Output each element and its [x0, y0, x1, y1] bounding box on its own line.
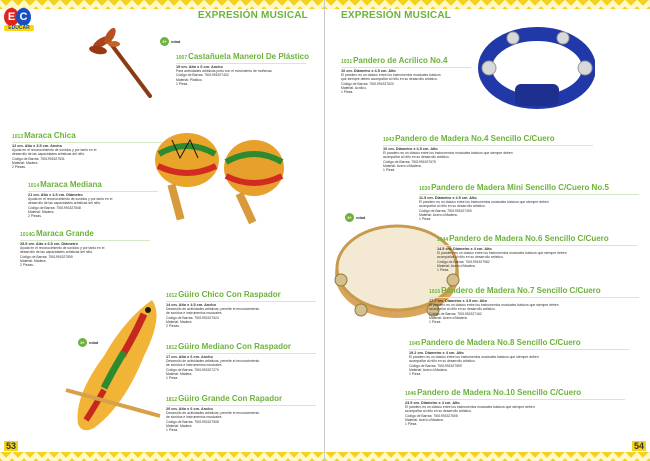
- product-detail: Código de Barras: 7501991527402: [176, 73, 229, 78]
- product-entry: [166, 290, 316, 328]
- product-entry: [405, 388, 645, 426]
- product-detail: Para actividades artísticas junto con el movimiento de muñecas.: [176, 69, 273, 74]
- page-right: [325, 0, 650, 461]
- castanet-image: [88, 28, 158, 100]
- product-detail: acompañar al niño en su desarrollo artístico.: [437, 255, 504, 260]
- zigzag-border-bottom: [325, 452, 650, 461]
- product-name: Pandero de Madera No.8 Sencillo C/Cuero: [421, 338, 581, 347]
- product-detail: desarrollo de las capacidades artísticas del niño.: [28, 201, 102, 206]
- product-dimensions: 11.5 cm. Diámetro x 4.5 cm. Alto: [419, 196, 477, 200]
- product-detail: 1 Pieza.: [166, 376, 179, 381]
- product-detail: Material: Madera.: [166, 423, 193, 428]
- product-detail: Desarrollo de actividades artísticas, permite el reconocimiento: [166, 411, 260, 416]
- product-detail: Código de Barras: 7501991527620: [341, 81, 394, 86]
- product-detail: Material: Madera.: [28, 209, 55, 214]
- divider: [176, 63, 306, 64]
- product-detail: de sonidos e instrumentos musicales: [166, 311, 222, 316]
- product-detail: El pandero es un clásico entre los instrumentos musicales básicos que siempre deben: [383, 151, 513, 156]
- product-detail: 1 Pieza.: [429, 320, 442, 325]
- brand-logo: [4, 8, 34, 32]
- product-entry: [341, 56, 491, 94]
- logo-letter-e: E: [4, 8, 19, 26]
- divider: [419, 194, 639, 195]
- divider: [166, 353, 316, 354]
- product-detail: Código de Barras: 7501991527490: [419, 208, 472, 213]
- zigzag-border-top: [325, 0, 650, 9]
- product-detail: El pandero es un clásico entre los instrumentos musicales básicos que siempre deben: [429, 303, 559, 308]
- product-detail: El pandero es un clásico entre los instrumentos musicales básicos: [341, 73, 441, 78]
- age-badge-label: edad: [89, 340, 99, 345]
- product-detail: Desarrollo de actividades artísticas, permite el reconocimiento: [166, 359, 260, 364]
- zigzag-border-top: [0, 0, 324, 9]
- product-code: 1031: [341, 59, 353, 65]
- product-entry: [429, 286, 645, 324]
- product-dimensions: 25.5 cm. Alto x 6.5 cm. Diámetro: [20, 242, 78, 246]
- divider: [12, 142, 162, 143]
- product-detail: Ayuda en el reconocimiento de sonidos y por tanto en el: [28, 197, 113, 202]
- product-entry: [166, 394, 316, 432]
- product-detail: Material: Acrílico.: [341, 85, 367, 90]
- product-detail: Desarrollo de actividades artísticas, permite el reconocimiento: [166, 307, 260, 312]
- product-name: Güiro Mediano Con Raspador: [178, 342, 291, 351]
- logo-letter-c: C: [16, 8, 31, 26]
- product-entry: [20, 229, 160, 267]
- product-name: Castañuela Manerol De Plástico: [188, 52, 310, 61]
- product-dimensions: 23.5 cm. Diámetro x 4 cm. Alto: [405, 401, 460, 405]
- age-badge-circle: 3+: [160, 37, 169, 46]
- age-badge: [345, 213, 365, 222]
- divider: [341, 67, 471, 68]
- product-name: Pandero de Madera No.10 Sencillo C/Cuero: [417, 388, 582, 397]
- product-detail: acompañar al niño en su desarrollo artístico.: [429, 307, 496, 312]
- acrylic-tambourine-image: [475, 26, 595, 116]
- page-number: 53: [6, 441, 17, 451]
- age-badge-label: edad: [171, 39, 181, 44]
- product-detail: Ayuda en el reconocimiento de sonidos y por tanto en el: [12, 148, 97, 153]
- product-detail: Material: Acero c/Madera.: [429, 315, 468, 320]
- product-detail: Código de Barras: 7501991527508: [166, 419, 219, 424]
- product-detail: El pandero es un clásico entre los instrumentos musicales básicos que siempre deben: [437, 251, 567, 256]
- divider: [437, 245, 637, 246]
- product-detail: Ayuda en el reconocimiento de sonidos y por tanto en el: [20, 246, 105, 251]
- product-detail: 2 Piezas.: [28, 214, 42, 219]
- product-detail: que siempre deben acompañar al niño en su desarrollo artístico.: [341, 77, 438, 82]
- age-badge: [160, 37, 180, 46]
- product-detail: Código de Barras: 7501991527605: [405, 413, 458, 418]
- product-detail: 1 Pieza.: [409, 372, 422, 377]
- product-name: Pandero de Madera No.4 Sencillo C/Cuero: [395, 134, 555, 143]
- product-name: Pandero de Madera No.6 Sencillo C/Cuero: [449, 234, 609, 243]
- product-code: 1012: [166, 293, 178, 299]
- product-detail: El pandero es un clásico entre los instrumentos musicales básicos que siempre deben: [409, 355, 539, 360]
- product-detail: desarrollo de las capacidades artísticas del niño.: [12, 152, 86, 157]
- product-entry: [383, 134, 623, 172]
- product-detail: acompañar al niño en su desarrollo artístico.: [409, 359, 476, 364]
- age-badge-circle: 3+: [78, 338, 87, 347]
- product-entry: [12, 131, 152, 169]
- product-detail: Material: Madera.: [20, 258, 47, 263]
- product-entry: [437, 234, 645, 272]
- divider: [383, 145, 593, 146]
- product-dimensions: 17 cm. Alto x 6 cm. Ancho: [166, 355, 213, 359]
- product-detail: Código de Barras: 7501991527531: [12, 156, 65, 161]
- product-dimensions: 17.7 cm. Diámetro x 4.5 cm. Alto: [429, 299, 487, 303]
- product-entry: [409, 338, 645, 376]
- product-dimensions: 14.5 cm. Diámetro x 4 cm. Alto: [437, 247, 492, 251]
- product-code: 1030: [419, 186, 431, 192]
- product-dimensions: 21 cm. Alto x 4.5 cm. Diámetro: [28, 193, 83, 197]
- product-dimensions: 14 cm. Alto x 4.5 cm. Ancho: [166, 303, 216, 307]
- product-detail: Material: Acero c/Madera.: [419, 212, 458, 217]
- product-code: 1014: [28, 183, 40, 189]
- product-detail: Código de Barras: 7501991527675: [383, 159, 436, 164]
- product-detail: Material: Madera.: [166, 371, 193, 376]
- product-detail: Código de Barras: 7501991527548: [28, 205, 81, 210]
- product-detail: Código de Barras: 7501991527524: [166, 315, 219, 320]
- guiro-fish-image: [64, 296, 168, 436]
- section-title: EXPRESIÓN MUSICAL: [341, 10, 452, 21]
- product-detail: Material: Madera.: [166, 319, 193, 324]
- product-name: Pandero de Madera Mini Sencillo C/Cuero No.5: [431, 183, 609, 192]
- product-detail: 2 Piezas.: [166, 324, 180, 329]
- product-entry: [28, 180, 158, 218]
- product-detail: 1 Pieza.: [419, 217, 432, 222]
- product-name: Pandero de Acrilico No.4: [353, 56, 448, 65]
- product-detail: Material: Plástico.: [176, 77, 203, 82]
- product-name: Maraca Chica: [24, 131, 76, 140]
- section-title: EXPRESIÓN MUSICAL: [197, 10, 308, 21]
- product-dimensions: 10 cm. Diámetro x 4.5 cm. Alto: [383, 147, 438, 151]
- product-name: Güiro Grande Con Rapador: [178, 394, 283, 403]
- product-detail: Material: Acero c/Madera.: [409, 367, 448, 372]
- product-name: Maraca Mediana: [40, 180, 102, 189]
- divider: [166, 405, 316, 406]
- product-name: Pandero de Madera No.7 Sencillo C/Cuero: [441, 286, 601, 295]
- product-detail: de sonidos e instrumentos musicales: [166, 415, 222, 420]
- divider: [20, 240, 150, 241]
- divider: [429, 297, 639, 298]
- maracas-image: [142, 128, 302, 228]
- product-detail: Material: Acero c/Madera.: [437, 263, 476, 268]
- product-detail: Material: Acero c/Madera.: [383, 163, 422, 168]
- product-detail: acompañar al niño en su desarrollo artístico.: [405, 409, 472, 414]
- product-code: 1015: [429, 289, 441, 295]
- product-detail: acompañar al niño en su desarrollo artístico.: [383, 155, 450, 160]
- product-detail: acompañar al niño en su desarrollo artístico.: [419, 204, 486, 209]
- product-detail: Código de Barras: 7501991527270: [166, 367, 219, 372]
- product-detail: 2 Piezas.: [20, 263, 34, 268]
- product-name: Maraca Grande: [35, 229, 94, 238]
- product-detail: Código de Barras: 7501991527599: [409, 363, 462, 368]
- product-name: Güiro Chico Con Raspador: [178, 290, 281, 299]
- product-detail: de sonidos e instrumentos musicales: [166, 363, 222, 368]
- product-detail: El pandero es un clásico entre los instrumentos musicales básicos que siempre deben: [405, 405, 535, 410]
- page-number: 54: [633, 441, 644, 451]
- product-code: 1812: [166, 345, 178, 351]
- product-detail: desarrollo de las capacidades artísticas del niño.: [20, 250, 94, 255]
- product-entry: [176, 52, 316, 86]
- age-badge-label: edad: [356, 215, 366, 220]
- product-detail: 1 Pieza.: [341, 90, 354, 95]
- divider: [405, 399, 625, 400]
- product-dimensions: 19.2 cm. Diámetro x 4 cm. Alto: [409, 351, 464, 355]
- product-code: 1043: [383, 137, 395, 143]
- product-dimensions: 20 cm. Alto x 6 cm. Ancho: [166, 407, 213, 411]
- product-code: 1046: [405, 391, 417, 397]
- product-dimensions: 10 cm. Diámetro x 4.5 cm. Alto: [341, 69, 396, 73]
- divider: [166, 301, 316, 302]
- logo-subtitle: EDUCAR: [4, 25, 34, 31]
- product-detail: 2 Piezas.: [12, 165, 26, 170]
- product-dimensions: 12 cm. Alto x 3.5 cm. Ancho: [12, 144, 62, 148]
- age-badge-circle: 3+: [345, 213, 354, 222]
- product-code: 1045: [409, 341, 421, 347]
- product-detail: 1 Pieza.: [405, 422, 418, 427]
- product-detail: Material: Madera.: [12, 160, 39, 165]
- product-entry: [166, 342, 316, 380]
- product-detail: 1 Pieza.: [176, 81, 189, 86]
- product-detail: Material: Acero c/Madera.: [405, 417, 444, 422]
- product-detail: El pandero es un clásico entre los instrumentos musicales básicos que siempre deben: [419, 200, 549, 205]
- divider: [409, 349, 629, 350]
- product-code: 1007: [176, 55, 188, 61]
- product-detail: 1 Pieza.: [166, 428, 179, 433]
- age-badge: [78, 338, 98, 347]
- divider: [28, 191, 158, 192]
- product-code: 1812: [166, 397, 178, 403]
- product-code: 1044: [437, 237, 449, 243]
- product-detail: 1 Pieza.: [383, 168, 396, 173]
- product-code: 1013: [12, 134, 24, 140]
- product-entry: [419, 183, 645, 221]
- product-detail: 1 Pieza.: [437, 268, 450, 273]
- product-detail: Código de Barras: 7501991527555: [20, 254, 73, 259]
- product-detail: Código de Barras: 7501991527162: [429, 311, 482, 316]
- product-dimensions: 19 cm. Alto x 6 cm. Ancho: [176, 65, 223, 69]
- zigzag-border-bottom: [0, 452, 324, 461]
- product-code: 1014G: [20, 232, 36, 238]
- product-detail: Código de Barras: 7501991527582: [437, 259, 490, 264]
